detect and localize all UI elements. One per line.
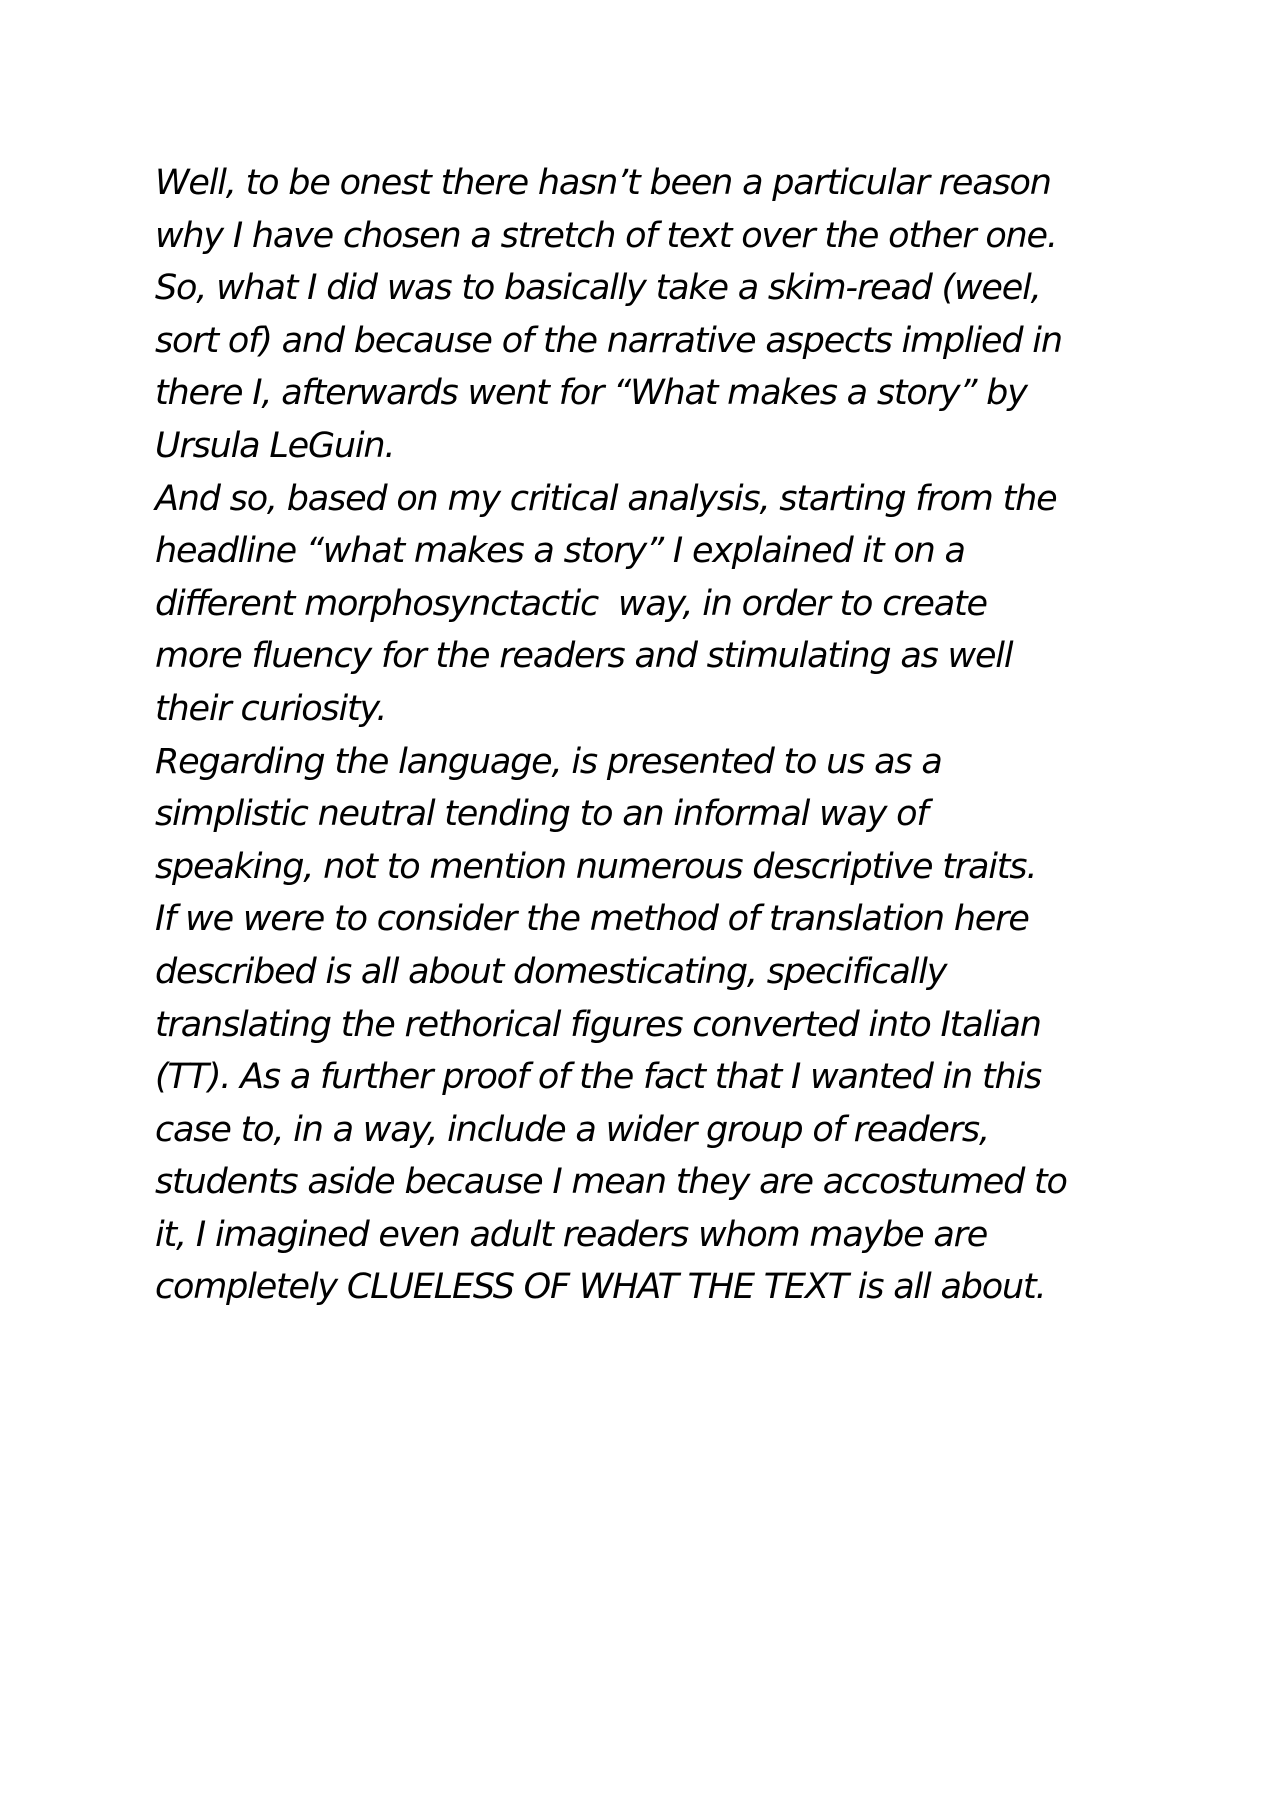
text-line: If we were to consider the method of translation here	[155, 899, 1029, 940]
text-line: Ursula LeGuin.	[155, 425, 395, 466]
text-line: their curiosity.	[155, 688, 387, 729]
text-line: described is all about domesticating, specifically	[155, 951, 947, 992]
text-line: different morphosynctactic way, in order to create	[155, 583, 987, 624]
text-line: completely CLUELESS OF WHAT THE TEXT is all about.	[155, 1267, 1046, 1308]
text-line: Regarding the language, is presented to us as a	[155, 741, 942, 782]
body-text	[155, 157, 1135, 1314]
text-line: sort of) and because of the narrative aspects implied in	[155, 320, 1062, 361]
text-line: And so, based on my critical analysis, starting from the	[155, 478, 1057, 519]
text-line: it, I imagined even adult readers whom maybe are	[155, 1214, 988, 1255]
text-line: case to, in a way, include a wider group of readers,	[155, 1109, 989, 1150]
text-line: speaking, not to mention numerous descriptive traits.	[155, 846, 1037, 887]
text-line: translating the rethorical figures converted into Italian	[155, 1004, 1041, 1045]
text-line: why I have chosen a stretch of text over the other one.	[155, 215, 1057, 256]
text-line: So, what I did was to basically take a skim-read (weel,	[155, 268, 1041, 309]
text-line: Well, to be onest there hasn’t been a particular reason	[155, 163, 1051, 203]
text-line: (TT). As a further proof of the fact that I wanted in this	[155, 1057, 1042, 1098]
text-line: more fluency for the readers and stimulating as well	[155, 636, 1013, 677]
text-line: students aside because I mean they are accostumed to	[155, 1162, 1067, 1203]
text-line: simplistic neutral tending to an informal way of	[155, 794, 928, 835]
text-line: headline “what makes a story” I explained it on a	[155, 531, 965, 572]
text-line: there I, afterwards went for “What makes a story” by	[155, 373, 1027, 414]
